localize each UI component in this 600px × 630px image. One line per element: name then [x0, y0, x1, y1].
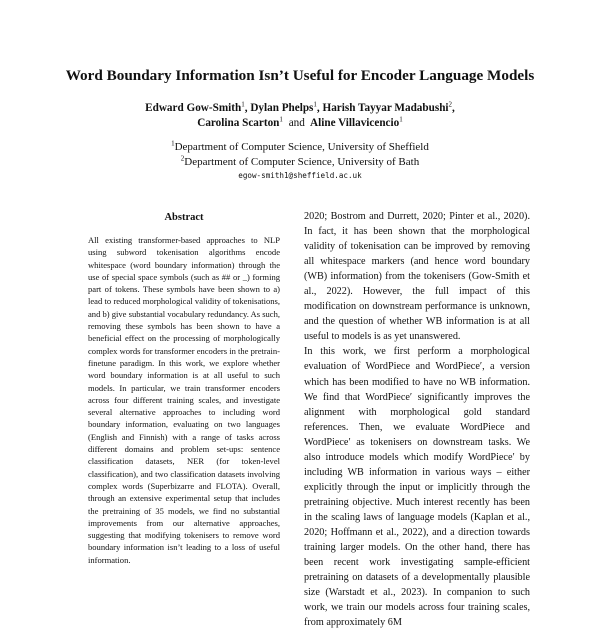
- author-affil-mark: 1: [279, 115, 283, 124]
- author-name: Harish Tayyar Madabushi: [322, 102, 449, 114]
- affiliation-text: Department of Computer Science, University of Sheffield: [174, 141, 429, 153]
- body-paragraph: 2020; Bostrom and Durrett, 2020; Pinter et al., 2020). In fact, it has been shown that the morphological validity of tokenisation can be improved by removing all whitespace markers (and hence word boundary (WB) information) from the tokenisers (Gow-Smith et al., 2022). However, the full impact of this modification on downstream performance is unknown, and the question of whether WB information is at all useful to models is as yet unanswered.: [304, 211, 530, 343]
- author-name: Carolina Scarton: [197, 117, 280, 129]
- author-list: [40, 101, 560, 131]
- author-affil-mark: 1: [399, 115, 403, 124]
- author-affil-mark: 2: [448, 100, 453, 109]
- author-line-2: [40, 116, 560, 131]
- paper-title: Word Boundary Information Isn’t Useful for Encoder Language Models: [65, 67, 535, 84]
- affiliation-mark: 2: [180, 153, 185, 162]
- abstract-text: All existing transformer-based approaches to NLP using subword tokenisation algorithms encode whitespace (word boundary information) through the use of special space symbols (such as ## or _) forming part of tokens. These symbols have been shown to a) lead to reduced morphological validity of tokenisations, and b) give substantial vocabulary redundancy. As such, removing these symbols has been shown to have a beneficial effect on the processing of morphologically complex words for transformer encoders in the pretrain-finetune paradigm. In this work, we explore whether word boundary information is at all useful to such models. In particular, we train transformer encoders across four different training scales, and investigate several alternative approaches to including word boundary information, evaluating on two languages (English and Finnish) with a range of tasks across different domains and problem set-ups: sentence classification datasets, NER (for token-level classification), and two classification datasets involving complex words (Superbizarre and FLOTA). Overall, through an extensive experimental setup that includes the pretraining of 35 models, we find no substantial improvements from our alternative approaches, suggesting that modifying tokenisers to remove word boundary information isn’t leading to a loss of useful information.: [88, 235, 280, 565]
- author-affil-mark: 1: [313, 100, 317, 109]
- author-conjunction: and: [288, 117, 305, 129]
- body-paragraph: In this work, we first perform a morphological evaluation of WordPiece and WordPiece′, a version which has been modified to have no WB information. We find that WordPiece′ significantly improves the alignment with morphological gold standard references. Then, we evaluate WordPiece and WordPiece′ as tokenisers on downstream tasks. We also introduce models which modify WordPiece′ by including WB information in various ways – either explicitly through the input or implicitly through the pretraining objective. Much interest recently has been in the scaling laws of language models (Kaplan et al., 2020; Hoffmann et al., 2022), and a direction towards training larger models. On the other hand, there has been recent work investigating sample-efficient pretraining on datasets of a developmentally plausible size (Warstadt et al., 2023). In companion to such work, we train our models across four training scales, from approximately 6M: [304, 346, 530, 629]
- abstract-heading: Abstract: [164, 212, 204, 223]
- author-line-1: Edward Gow-Smith$^1$, Dylan Phelps$^1$, Harish Tayyar Madabushi$^2$,: [145, 100, 455, 114]
- right-column-body: [304, 209, 530, 630]
- author-name: Edward Gow-Smith: [145, 102, 242, 114]
- affiliation-text: Department of Computer Science, University of Bath: [184, 155, 420, 168]
- affiliation-list: [40, 140, 560, 169]
- author-name: Dylan Phelps: [250, 102, 314, 114]
- affiliation: [40, 140, 560, 155]
- author-affil-mark: 1: [241, 100, 245, 109]
- contact-email: egow-smith1@sheffield.ac.uk: [238, 171, 362, 180]
- affiliation: [40, 155, 560, 170]
- author-name: Aline Villavicencio: [310, 117, 400, 129]
- affiliation-mark: 1: [171, 139, 175, 148]
